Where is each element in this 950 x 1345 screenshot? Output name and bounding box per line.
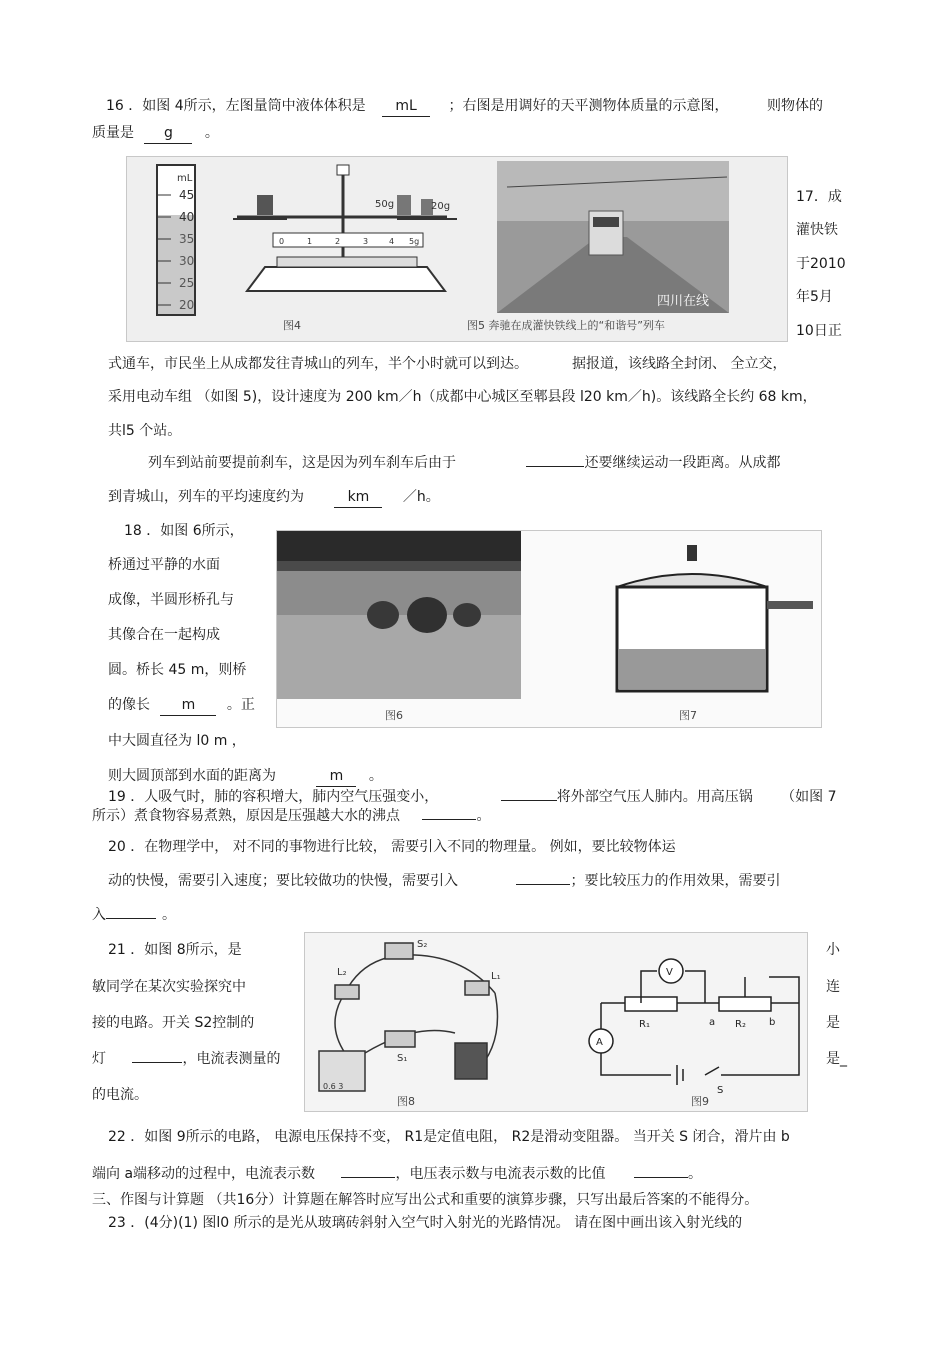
svg-text:1: 1 bbox=[307, 237, 313, 246]
svg-text:3: 3 bbox=[363, 237, 369, 246]
q21-right-1: 小 bbox=[826, 942, 840, 958]
answer-blank: mL bbox=[382, 96, 430, 117]
answer-blank: m bbox=[316, 766, 356, 787]
answer-blank: m bbox=[160, 695, 216, 716]
svg-text:四川在线: 四川在线 bbox=[657, 294, 710, 309]
q18-side-4: 其像合在一起构成 bbox=[108, 627, 220, 643]
q23-line1: 23 ．(4分)(1) 图l0 所示的是光从玻璃砖斜射入空气时入射光的光路情况。 请在图中画出该入射光线的 bbox=[108, 1215, 743, 1231]
figure-4-5-strip bbox=[126, 156, 788, 342]
cylinder-unit: mL bbox=[177, 173, 193, 184]
figure-8-9 bbox=[304, 932, 808, 1112]
svg-text:30: 30 bbox=[179, 254, 195, 268]
q17-side-1: 17．成 bbox=[796, 189, 842, 205]
q19-line1: 19 ．人吸气时，肺的容积增大，肺内空气压强变小， 将外部空气压人肺内。用高压锅 （如图 7 bbox=[108, 789, 837, 805]
answer-blank bbox=[341, 1177, 395, 1178]
figure-9-circuit bbox=[589, 959, 799, 1085]
q21-right-2: 连 bbox=[826, 979, 840, 995]
q18-side-7: 中大圆直径为 l0 m ， bbox=[108, 733, 246, 749]
q17-line1: 式通车，市民坐上从成都发往青城山的列车，半个小时就可以到达。 据报道，该线路全封闭、 全立交， bbox=[108, 356, 787, 372]
answer-blank bbox=[516, 884, 570, 885]
q17-line2: 采用电动车组 （如图 5)，设计速度为 200 km／h（成都中心城区至郫县段 l20 km／h)。该线路全长约 68 km， bbox=[108, 389, 817, 405]
figure-7-caption: 图7 bbox=[679, 709, 697, 722]
svg-text:20g: 20g bbox=[431, 201, 451, 212]
q16-line1: 16 ．如图 4所示，左图量筒中液体体积是 mL ；右图是用调好的天平测物体质量的示意图， 则物体的 bbox=[106, 96, 823, 117]
q18-side-5: 圆。桥长 45 m，则桥 bbox=[108, 662, 247, 678]
q21-right-4: 是_ bbox=[826, 1051, 847, 1067]
svg-text:V: V bbox=[666, 967, 673, 978]
q16-line2: 质量是 g 。 bbox=[92, 123, 219, 144]
q22-line2: 端向 a端移动的过程中，电流表示数 ，电压表示数与电流表示数的比值 。 bbox=[92, 1166, 702, 1182]
svg-text:S₂: S₂ bbox=[417, 939, 428, 950]
svg-text:5g: 5g bbox=[409, 237, 420, 246]
q20-line3: 入 。 bbox=[92, 907, 176, 923]
answer-blank bbox=[501, 800, 557, 801]
figure-6-photo bbox=[277, 531, 521, 699]
q19-line2: 所示）煮食物容易煮熟，原因是压强越大水的沸点 。 bbox=[92, 808, 491, 824]
q17-side-4: 年5月 bbox=[796, 289, 833, 305]
q21-left-4: 灯 ，电流表测量的 bbox=[92, 1051, 281, 1067]
figure-8-caption: 图8 bbox=[397, 1095, 415, 1108]
q17-side-2: 灌快铁 bbox=[796, 222, 838, 238]
svg-text:S: S bbox=[717, 1085, 724, 1096]
svg-text:R₁: R₁ bbox=[639, 1019, 650, 1030]
figure-9-caption: 图9 bbox=[691, 1095, 709, 1108]
q20-line2: 动的快慢，需要引入速度；要比较做功的快慢，需要引入 ；要比较压力的作用效果，需要引 bbox=[108, 873, 781, 889]
answer-blank bbox=[634, 1177, 688, 1178]
q18-side-6: 的像长 m 。正 bbox=[108, 695, 255, 716]
q21-left-5: 的电流。 bbox=[92, 1087, 148, 1103]
figure-5-photo bbox=[497, 161, 729, 313]
balance-scale bbox=[233, 165, 457, 291]
figure-5-caption: 图5 奔驰在成灌快铁线上的“和谐号”列车 bbox=[467, 319, 665, 332]
answer-blank: g bbox=[144, 123, 192, 144]
figure-7-pressure-cooker bbox=[617, 545, 813, 691]
q18-side-3: 成像，半圆形桥孔与 bbox=[108, 592, 234, 608]
q18-side-1: 18 ．如图 6所示， bbox=[124, 523, 244, 539]
q17-line5: 到青城山，列车的平均速度约为 km ／h。 bbox=[108, 487, 440, 508]
svg-text:b: b bbox=[769, 1017, 776, 1028]
svg-text:R₂: R₂ bbox=[735, 1019, 746, 1030]
figure-4-svg bbox=[127, 157, 787, 341]
svg-text:25: 25 bbox=[179, 276, 195, 290]
svg-text:0: 0 bbox=[279, 237, 285, 246]
answer-blank bbox=[526, 466, 584, 467]
q17-line4: 列车到站前要提前刹车，这是因为列车刹车后由于 还要继续运动一段距离。从成都 bbox=[148, 455, 781, 471]
svg-text:0.6 3: 0.6 3 bbox=[323, 1082, 344, 1091]
figure-6-caption: 图6 bbox=[385, 709, 403, 722]
q21-left-3: 接的电路。开关 S2控制的 bbox=[92, 1015, 255, 1031]
svg-text:L₂: L₂ bbox=[337, 967, 347, 978]
svg-text:35: 35 bbox=[179, 232, 195, 246]
answer-blank bbox=[422, 819, 476, 820]
svg-text:4: 4 bbox=[389, 237, 395, 246]
svg-text:L₁: L₁ bbox=[491, 971, 501, 982]
answer-blank: km bbox=[334, 487, 382, 508]
svg-text:20: 20 bbox=[179, 298, 195, 312]
section-3-heading: 三、作图与计算题 （共16分）计算题在解答时应写出公式和重要的演算步骤，只写出最后答案的不能得分。 bbox=[92, 1192, 759, 1208]
answer-blank bbox=[132, 1062, 182, 1063]
figure-4-caption: 图4 bbox=[283, 319, 301, 332]
q17-line3: 共l5 个站。 bbox=[108, 423, 182, 439]
q18-side-2: 桥通过平静的水面 bbox=[108, 557, 220, 573]
answer-blank bbox=[106, 918, 156, 919]
q22-line1: 22 ．如图 9所示的电路， 电源电压保持不变， R1是定值电阻， R2是滑动变阻器。 当开关 S 闭合，滑片由 b bbox=[108, 1129, 790, 1145]
figure-8-circuit bbox=[319, 943, 498, 1091]
svg-text:a: a bbox=[709, 1017, 716, 1028]
q18-line8: 则大圆顶部到水面的距离为 m 。 bbox=[108, 766, 383, 787]
svg-text:2: 2 bbox=[335, 237, 341, 246]
q17-side-3: 于2010 bbox=[796, 256, 846, 272]
svg-text:40: 40 bbox=[179, 210, 195, 224]
figure-6-7 bbox=[276, 530, 822, 728]
svg-text:45: 45 bbox=[179, 188, 195, 202]
svg-text:A: A bbox=[596, 1037, 603, 1048]
q21-left-1: 21 ．如图 8所示，是 bbox=[108, 942, 242, 958]
svg-text:S₁: S₁ bbox=[397, 1053, 408, 1064]
q20-line1: 20 ．在物理学中， 对不同的事物进行比较， 需要引入不同的物理量。 例如，要比较物体运 bbox=[108, 839, 676, 855]
question-number: 16 bbox=[106, 98, 124, 114]
q17-side-5: 10日正 bbox=[796, 323, 842, 339]
svg-text:50g: 50g bbox=[375, 199, 395, 210]
q21-left-2: 敏同学在某次实验探究中 bbox=[92, 979, 246, 995]
q21-right-3: 是 bbox=[826, 1015, 840, 1031]
